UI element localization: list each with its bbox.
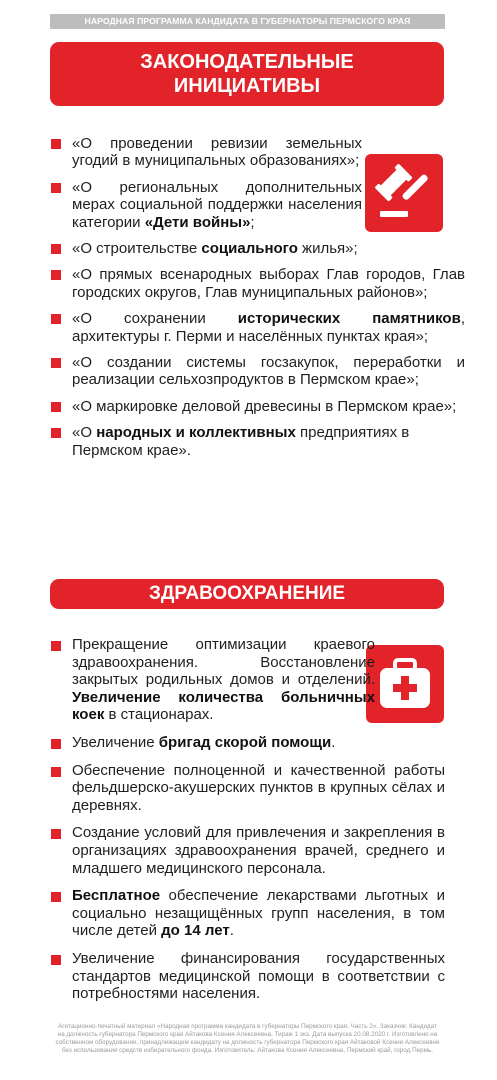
imprint-line: Агитационно-печатный материал «Народная программа кандидата в губернаторы Пермского края. Часть 2». Заказчик: Кандидат <box>58 1023 437 1030</box>
healthcare-list <box>50 636 445 1013</box>
bullet-square <box>51 183 61 193</box>
list-item: Увеличение бригад скорой помощи. <box>50 734 445 752</box>
list-item: «О проведении ревизии земельных угодий в муниципальных образованиях»; <box>50 135 362 170</box>
list-item: Обеспечение полноценной и качественной работы фельдшерско-акушерских пунктов в крупных сёлах и деревнях. <box>50 762 445 815</box>
imprint-line: без использования средств избирательного фонда. Изготовитель: Айтакова Ксения Алексеевна, Пермский край, город Пермь. <box>62 1047 433 1054</box>
section-title-healthcare <box>50 579 444 609</box>
program-tagline-bar <box>50 14 445 29</box>
bullet-square <box>51 829 61 839</box>
list-item: «О создании системы госзакупок, переработки и реализации сельхозпродуктов в Пермском крае»; <box>50 354 465 389</box>
list-item: «О прямых всенародных выборах Глав городов, Глав городских округов, Глав муниципальных районов»; <box>50 266 465 301</box>
list-item: «О маркировке деловой древесины в Пермском крае»; <box>50 398 465 415</box>
bullet-square <box>51 402 61 412</box>
bullet-square <box>51 739 61 749</box>
bullet-square <box>51 892 61 902</box>
list-item: «О региональных дополнительных мерах социальной поддержки населения категории «Дети войны»; <box>50 179 362 231</box>
bullet-square <box>51 244 61 254</box>
imprint-footer <box>50 1023 445 1055</box>
bullet-square <box>51 314 61 324</box>
list-item: «О строительстве социального жилья»; <box>50 240 465 257</box>
gavel-icon <box>365 154 443 232</box>
bullet-square <box>51 270 61 280</box>
list-item: Прекращение оптимизации краевого здравоохранения. Восстановление закрытых родильных домов и отделений. Увеличение количества больничных коек в стационарах. <box>50 636 375 724</box>
list-item: «О народных и коллективных предприятиях в Пермском крае». <box>50 424 465 459</box>
section-title-line: ИНИЦИАТИВЫ <box>173 75 321 97</box>
list-item: Создание условий для привлечения и закрепления в организациях здравоохранения врачей, среднего и младшего медицинского персонала. <box>50 824 445 877</box>
imprint-line: собственном оборудовании, принадлежащем кандидату на должность губернатора Пермского края Айтаковой Ксении Алексеевне <box>55 1039 440 1046</box>
list-item: «О сохранении исторических памятников, архитектуры г. Перми и населённых пунктах края»; <box>50 310 465 345</box>
list-item: Увеличение финансирования государственных стандартов медицинской помощи в соответствии с потребностями населения. <box>50 950 445 1003</box>
section-title-legislative <box>50 42 444 106</box>
program-tagline: НАРОДНАЯ ПРОГРАММА КАНДИДАТА В ГУБЕРНАТОРЫ ПЕРМСКОГО КРАЯ <box>84 16 411 26</box>
bullet-square <box>51 428 61 438</box>
bullet-square <box>51 767 61 777</box>
bullet-square <box>51 641 61 651</box>
bullet-square <box>51 358 61 368</box>
bullet-square <box>51 955 61 965</box>
imprint-line: на должность губернатора Пермского края Айтакова Ксения Алексеевна. Тираж 1 экз. Дата выпуска 20.08.2020 г. Изготовлено на <box>57 1031 438 1038</box>
bullet-square <box>51 139 61 149</box>
section-title-line: ЗАКОНОДАТЕЛЬНЫЕ <box>140 51 354 73</box>
legislative-initiatives-list <box>50 135 465 468</box>
section-title: ЗДРАВООХРАНЕНИЕ <box>148 583 346 604</box>
list-item: Бесплатное обеспечение лекарствами льготных и социально незащищённых групп населения, в том числе детей до 14 лет. <box>50 887 445 940</box>
